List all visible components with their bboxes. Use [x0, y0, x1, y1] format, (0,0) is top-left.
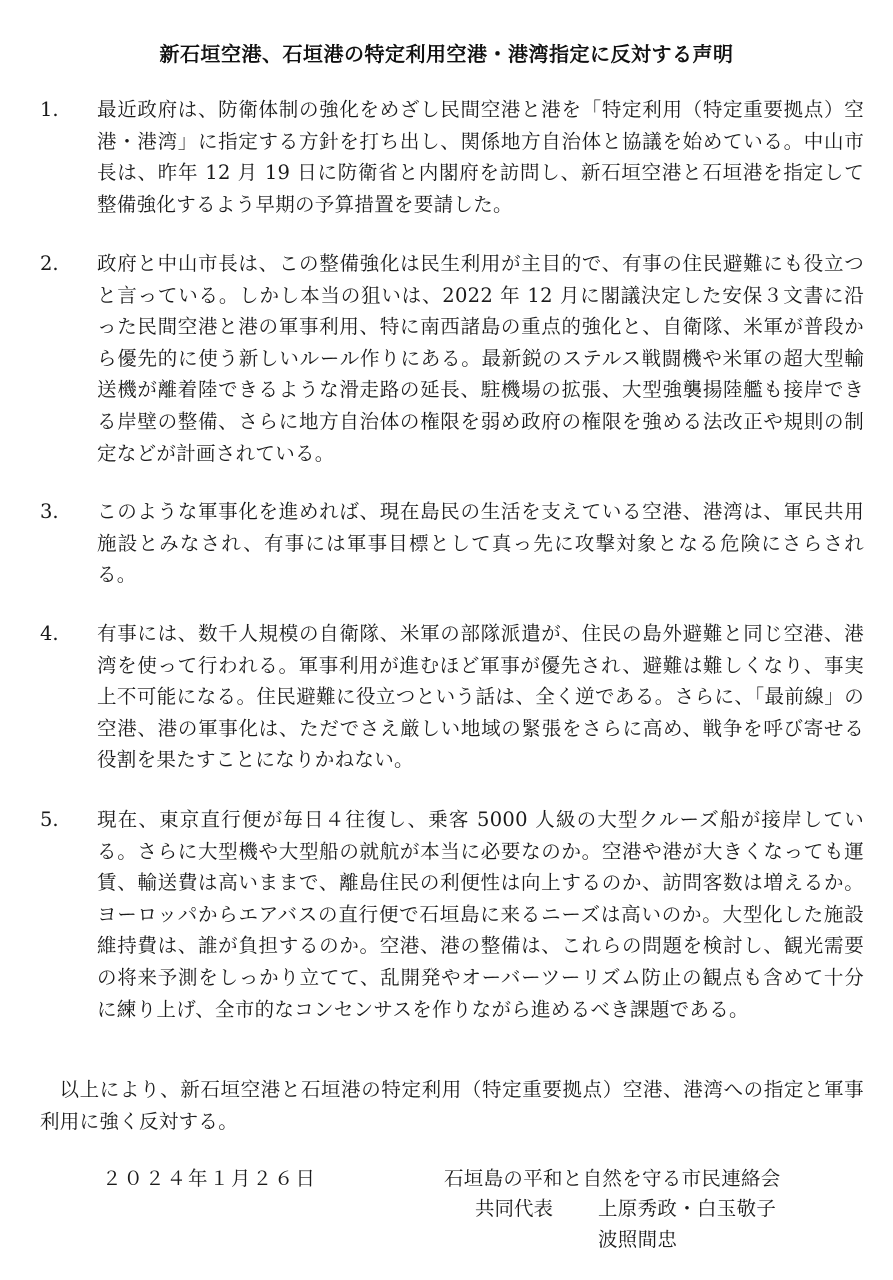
representative-names: 上原秀政・白玉敬子 [598, 1197, 777, 1220]
item-text: 有事には、数千人規模の自衛隊、米軍の部隊派遣が、住民の島外避難と同じ空港、港湾を使って行われる。軍事利用が進むほど軍事が優先され、避難は難しくなり、事実上不可能になる。住民避難に役立つという話は、全く逆である。さらに、「最前線」の空港、港の軍事化は、ただでさえ厳しい地域の緊張をさらに高め、戦争を呼び寄せる役割を果たすことになりかねない。 [97, 622, 864, 772]
item-text: 最近政府は、防衛体制の強化をめざし民間空港と港を「特定利用（特定重要拠点）空港・港湾」に指定する方針を打ち出し、関係地方自治体と協議を始めている。中山市長は、昨年 12 月 19 日に防衛省と内閣府を訪問し、新石垣空港と石垣港を指定して整備強化するよう早期の予算措置を要請した。 [97, 98, 864, 216]
item-text: 現在、東京直行便が毎日４往復し、乗客 5000 人級の大型クルーズ船が接岸している。さらに大型機や大型船の就航が本当に必要なのか。空港や港が大きくなっても運賃、輸送費は高いままで、離島住民の利便性は向上するのか、訪問客数は増えるか。ヨーロッパからエアバスの直行便で石垣島に来るニーズは高いのか。大型化した施設維持費は、誰が負担するのか。空港、港の整備は、これらの問題を検討し、観光需要の将来予測をしっかり立てて、乱開発やオーバーツーリズム防止の観点も含めて十分に練り上げ、全市的なコンセンサスを作りながら進めるべき課題である。 [97, 808, 864, 1021]
item-text: このような軍事化を進めれば、現在島民の生活を支えている空港、港湾は、軍民共用施設とみなされ、有事には軍事目標として真っ先に攻撃対象となる危険にさらされる。 [97, 500, 864, 587]
item-number: 3. [40, 500, 59, 523]
representative-label: 共同代表 [475, 1197, 554, 1220]
conclusion-paragraph: 以上により、新石垣空港と石垣港の特定利用（特定重要拠点）空港、港湾への指定と軍事利用に強く反対する。 [40, 1078, 864, 1133]
organization-name: 石垣島の平和と自然を守る市民連絡会 [444, 1167, 781, 1190]
statement-date: ２０２４年１月２６日 [102, 1167, 318, 1190]
item-number: 1. [40, 98, 59, 121]
item-number: 2. [40, 252, 59, 275]
item-number: 5. [40, 808, 59, 831]
representative-name-extra: 波照間忠 [598, 1228, 678, 1251]
item-number: 4. [40, 622, 59, 645]
document-title: 新石垣空港、石垣港の特定利用空港・港湾指定に反対する声明 [159, 42, 734, 66]
item-text: 政府と中山市長は、この整備強化は民生利用が主目的で、有事の住民避難にも役立つと言っている。しかし本当の狙いは、2022 年 12 月に閣議決定した安保３文書に沿った民間空港と港の軍事利用、特に南西諸島の重点的強化と、自衛隊、米軍が普段から優先的に使う新しいルール作りにある。最新鋭のステルス戦闘機や米軍の超大型輸送機が離着陸できるような滑走路の延長、駐機場の拡張、大型強襲揚陸艦も接岸できる岸壁の整備、さらに地方自治体の権限を弱め政府の権限を強める法改正や規則の制定などが計画されている。 [97, 252, 864, 465]
